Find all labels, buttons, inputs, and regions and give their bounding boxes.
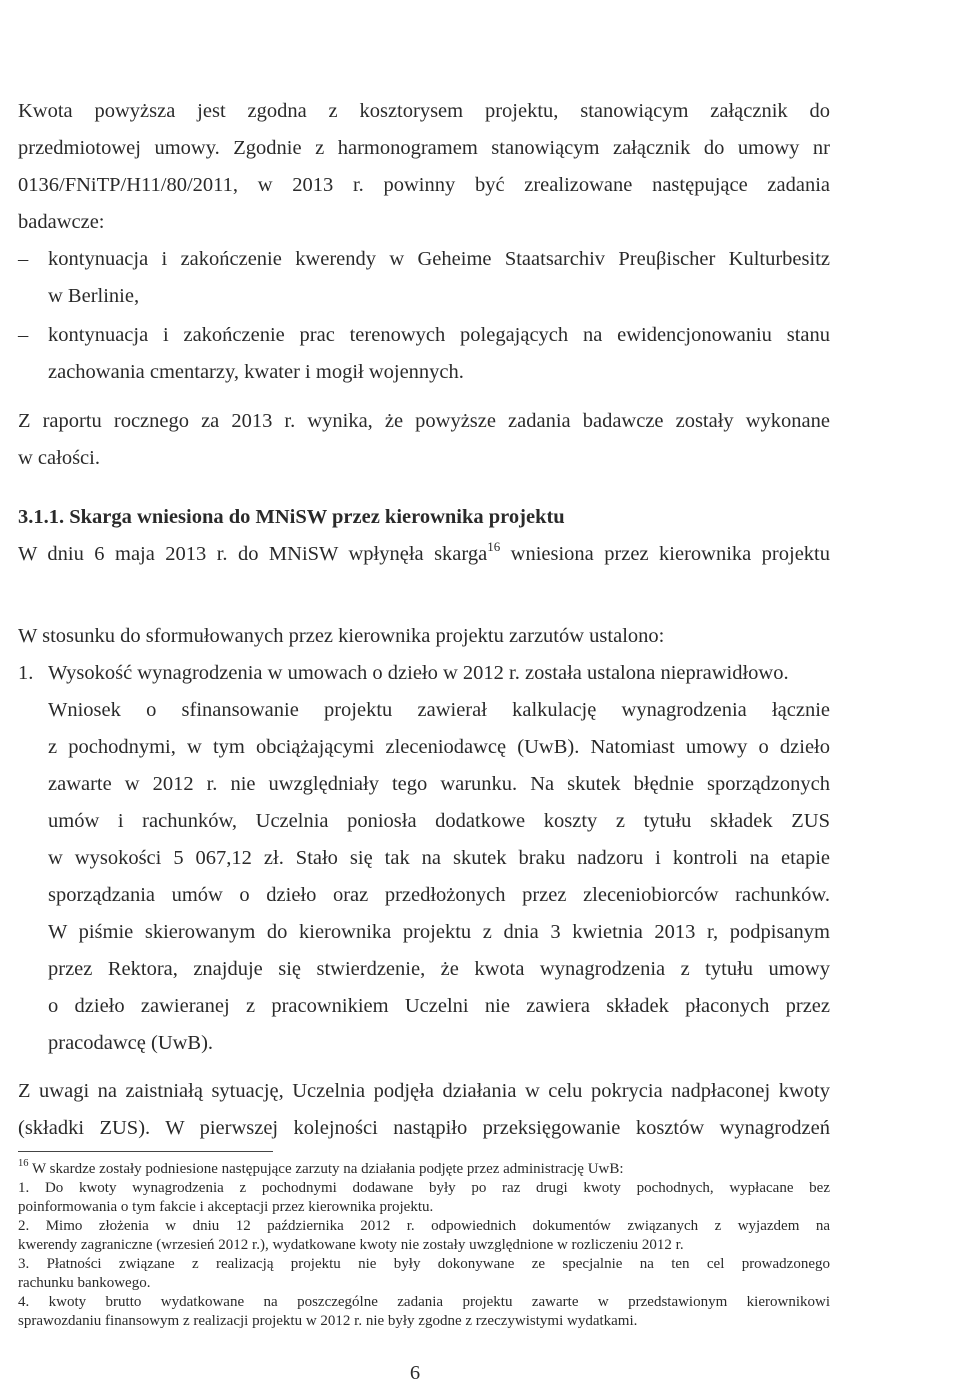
footnote-number: 16: [18, 1158, 29, 1169]
report-paragraph: [18, 403, 830, 477]
finding-line: Wniosek o sfinansowanie projektu zawierał kalkulację wynagrodzenia łącznie: [48, 699, 830, 721]
intro-line: Kwota powyższa jest zgodna z kosztorysem projektu, stanowiącym załącznik do: [18, 100, 830, 122]
footnote-reference[interactable]: 16: [487, 539, 501, 555]
complaint-text-cont: wniesiona przez kierownika projektu: [500, 543, 831, 565]
finding-line: w wysokości 5 067,12 zł. Stało się tak na skutek braku nadzoru i kontroli na etapie: [48, 847, 830, 869]
report-line: w całości.: [18, 447, 100, 469]
finding-line: pracodawcę (UwB).: [48, 1032, 214, 1054]
dash-marker: –: [18, 248, 29, 270]
task-line: kontynuacja i zakończenie kwerendy w Geheime Staatsarchiv Preuβischer Kulturbesitz: [48, 248, 830, 270]
task-line: zachowania cmentarzy, kwater i mogił wojennych.: [48, 361, 464, 383]
findings-intro-line: W stosunku do sformułowanych przez kierownika projektu zarzutów ustalono:: [18, 625, 665, 647]
finding-line: przez Rektora, znajduje się stwierdzenie, że kwota wynagrodzenia z tytułu umowy: [48, 958, 830, 980]
footnote-item-line: poinformowania o tym fakcie i akceptacji przez kierownika projektu.: [18, 1199, 434, 1215]
section-heading: 3.1.1. Skarga wniesiona do MNiSW przez kierownika projektu: [18, 506, 565, 528]
task-line: w Berlinie,: [48, 285, 140, 307]
task-line: kontynuacja i zakończenie prac terenowych polegających na ewidencjonowaniu stanu: [48, 324, 830, 346]
footnote-lead: [18, 1160, 830, 1179]
footnote: [18, 1160, 830, 1331]
intro-line: 0136/FNiTP/H11/80/2011, w 2013 r. powinny być zrealizowane następujące zadania: [18, 174, 830, 196]
intro-line: badawcze:: [18, 211, 105, 233]
finding-line: Wysokość wynagrodzenia w umowach o dzieło w 2012 r. została ustalona nieprawidłowo.: [48, 662, 789, 684]
footnote-item-line: 2. Mimo złożenia w dniu 12 października 2012 r. odpowiednich dokumentów związanych z wyjazdem na: [18, 1218, 830, 1234]
dash-marker: –: [18, 324, 29, 346]
finding-line: sporządzania umów o dzieło oraz przedłożonych przez zleceniobiorców rachunków.: [48, 884, 830, 906]
findings-intro: [18, 618, 830, 655]
finding-line: umów i rachunków, Uczelnia poniosła dodatkowe koszty z tytułu składek ZUS: [48, 810, 830, 832]
finding-item: [18, 655, 830, 1062]
finding-line: W piśmie skierowanym do kierownika projektu z dnia 3 kwietnia 2013 r, podpisanym: [48, 921, 830, 943]
footnote-lead-text: W skardze zostały podniesione następujące zarzuty na działania podjęte przez administrację UwB:: [28, 1161, 624, 1177]
footnote-item-line: 3. Płatności związane z realizacją projektu nie były dokonywane ze specjalnie na ten cel prowadzonego: [18, 1256, 830, 1272]
footnote-item-line: 1. Do kwoty wynagrodzenia z pochodnymi dodawane były po raz drugi kwoty pochodnych, wypłacane bez: [18, 1180, 830, 1196]
section-first-line: [18, 536, 830, 573]
footnote-item-line: rachunku bankowego.: [18, 1275, 151, 1291]
footnote-item-line: kwerendy zagraniczne (wrzesień 2012 r.), wydatkowane kwoty nie zostały uwzględnione w rozliczeniu 2012 r.: [18, 1237, 684, 1253]
conclusion-paragraph: [18, 1073, 830, 1147]
intro-paragraph: [18, 93, 830, 241]
finding-line: zawarte w 2012 r. nie uwzględniały tego warunku. Na skutek błędnie sporządzonych: [48, 773, 830, 795]
complaint-text: W dniu 6 maja 2013 r. do MNiSW wpłynęła skarga: [18, 543, 488, 565]
finding-number: 1.: [18, 662, 34, 684]
report-line: Z raportu rocznego za 2013 r. wynika, że powyższe zadania badawcze zostały wykonane: [18, 410, 830, 432]
footnote-item-line: 4. kwoty brutto wydatkowane na poszczególne zadania projektu zawarte w przedstawionym kierownikowi: [18, 1294, 830, 1310]
task-list-item: [18, 317, 830, 391]
finding-line: o dzieło zawieranej z pracownikiem Uczelni nie zawiera składek płaconych przez: [48, 995, 830, 1017]
task-list-item: [18, 241, 830, 315]
conclusion-line: Z uwagi na zaistniałą sytuację, Uczelnia podjęła działania w celu pokrycia nadpłaconej kwoty: [18, 1080, 830, 1102]
complaint-line: [18, 536, 830, 573]
intro-line: przedmiotowej umowy. Zgodnie z harmonogramem stanowiącym załącznik do umowy nr: [18, 137, 830, 159]
page-number: 6: [409, 1362, 421, 1384]
finding-line: z pochodnymi, w tym obciążającymi zleceniodawcę (UwB). Natomiast umowy o dzieło: [48, 736, 830, 758]
footnote-separator: [18, 1151, 273, 1152]
conclusion-line: (składki ZUS). W pierwszej kolejności nastąpiło przeksięgowanie kosztów wynagrodzeń: [18, 1117, 830, 1139]
footnote-item-line: sprawozdaniu finansowym z realizacji projektu w 2012 r. nie były zgodne z rzeczywistymi wydatkami.: [18, 1313, 638, 1329]
